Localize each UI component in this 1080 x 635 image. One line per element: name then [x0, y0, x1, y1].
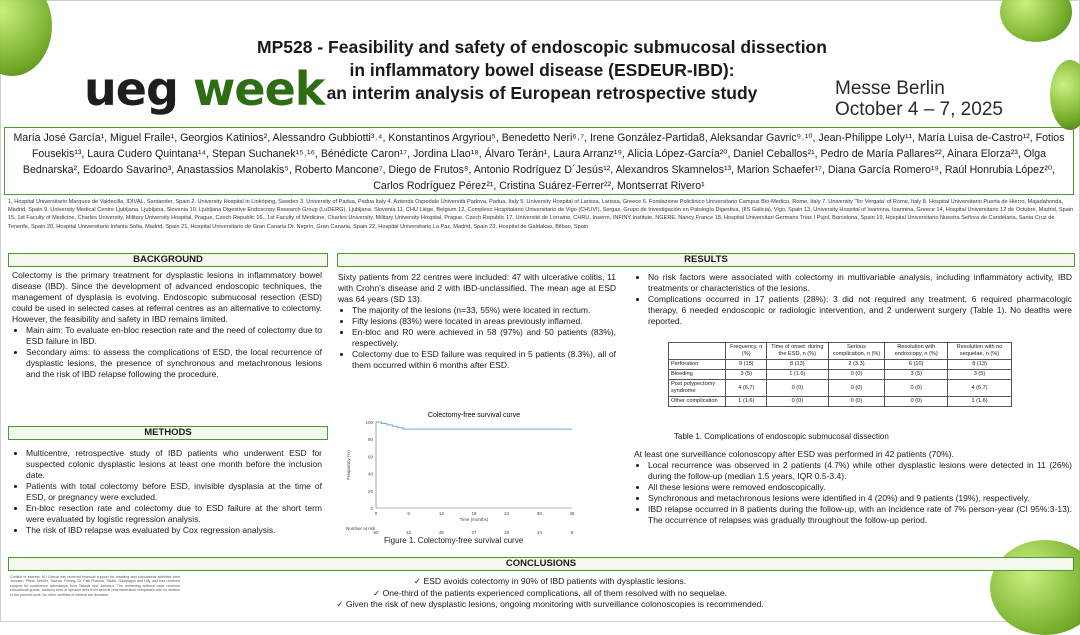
x-tick-label: 18 — [471, 511, 477, 516]
table-header-row — [669, 343, 1012, 360]
check-icon: ✓ — [413, 576, 424, 586]
author-list: María José García¹, Miguel Fraile¹, Georgios Katinios², Alessandro Gubbiotti³˒⁴, Konstantinos Argyriou⁵, Benedetto Neri⁶˒⁷, Irene González-Partida8, Aleksandar Gavric⁹˒¹⁰, Jean-Philippe Loly¹¹, María Luisa de-Castro¹², Fotios Fousekis¹³, Laura Cudero Quintana¹⁴, Stepan Suchanek¹⁵˒¹⁶, Bénédicte Caron¹⁷, Jordina Llao¹⁸, Álvaro Terán¹, Laura Arranz¹⁹, Alicia López-García²⁰, Daniel Ceballos²¹, Pedro de María Pallares²², Ainara Elorza²³, Olga Bednarska², Edoardo Savarino³, Anastassios Manolakis⁵, Roberto Mancone⁷, Diego de Frutos⁸, Antonio Rodríguez D´Jesús¹², Alexandros Skamnelos¹³, Marion Schaefer¹⁷, Diana García Romero¹⁹, Raúl Honrubia López²⁰, Carlos Rodríguez Pérez²¹, Cristina Suárez-Ferrer²², Montserrat Rivero¹ — [4, 127, 1074, 195]
results-header: RESULTS — [337, 253, 1075, 267]
table-cell: 8 (13) — [767, 360, 829, 370]
x-tick-label: 12 — [438, 511, 444, 516]
table-header: Resolution with endoscopy, n (%) — [885, 343, 948, 360]
check-icon: ✓ — [372, 587, 383, 598]
table-header: Resolution with no sequelae, n (%) — [948, 343, 1012, 360]
risk-value: 14 — [536, 530, 542, 535]
results-col2-bottom — [634, 449, 1072, 526]
poster-title — [232, 36, 852, 105]
methods-text — [12, 448, 322, 536]
x-tick-label: 30 — [536, 511, 542, 516]
table-cell: 0 (0) — [828, 370, 885, 380]
methods-item: • En-bloc resection rate and colectomy due to ESD failure at the short term were evaluated by logistic regression analysis. — [26, 503, 322, 525]
venue-dates: October 4 – 7, 2025 — [835, 99, 1003, 120]
results-item: • En-bloc and R0 were achieved in 58 (97%) and 50 patients (83%), respectively. — [352, 327, 616, 349]
table-row — [669, 360, 1012, 370]
survival-chart — [340, 408, 582, 536]
check-icon: ✓ — [336, 599, 346, 609]
table-header: Frequency, n (%) — [726, 343, 767, 360]
table-header — [669, 343, 726, 360]
table-cell: 0 (0) — [828, 397, 885, 407]
table-cell: 0 (0) — [828, 380, 885, 397]
risk-value: 35 — [438, 530, 444, 535]
table-caption: Table 1. Complications of endoscopic submucosal dissection — [674, 432, 889, 441]
x-tick-label: 0 — [374, 511, 378, 516]
logo-text-ueg: ueg — [84, 62, 178, 116]
results-col1 — [338, 272, 616, 371]
table-cell: Other complication — [669, 397, 726, 407]
risk-value: 5 — [570, 530, 574, 535]
results-item: • Complications occurred in 17 patients (28%): 3 did not required any treatment, 6 required pharmacologic therapy, 6 needed endoscopic or radiologic intervention, and 2 underwent surgery (Table 1). No deaths were reported. — [648, 294, 1072, 327]
table-cell: 3 (5) — [726, 370, 767, 380]
results-item: • Local recurrence was observed in 2 patients (4.7%) while other dysplastic lesions were detected in 11 (26%) during the follow-up (median 1.5 years, IQR 0.5-3.4). — [648, 460, 1072, 482]
results-item: • The majority of the lesions (n=33, 55%) were located in rectum. — [352, 305, 616, 316]
conclusions-list — [200, 576, 900, 611]
table-cell: 0 (0) — [885, 380, 948, 397]
results-col2-top — [634, 272, 1072, 327]
conclusion-item — [200, 576, 900, 588]
y-tick-label: 60 — [367, 454, 373, 460]
table-cell: 6 (10) — [885, 360, 948, 370]
table-cell: 1 (1.6) — [948, 397, 1012, 407]
y-tick-label: 20 — [367, 488, 373, 494]
table-cell: 1 (1.6) — [767, 370, 829, 380]
table-header: Time of onset: during the ESD, n (%) — [767, 343, 829, 360]
figure-caption: Figure 1. Colectomy-free survival curve — [384, 536, 524, 545]
chart-title: Colectomy-free survival curve — [427, 412, 521, 419]
methods-header: METHODS — [8, 426, 328, 440]
logo-text-week: week — [192, 62, 325, 116]
venue-info — [835, 78, 1003, 120]
results-item: • IBD relapse occurred in 8 patients during the follow-up, with an incidence rate of 7% person-year (CI 95%:3-13). The occurrence of relapses was gradually throughout the follow-up period. — [648, 504, 1072, 526]
conclusion-item — [200, 599, 900, 611]
table-row — [669, 380, 1012, 397]
abstract-id: MP528 — [257, 37, 313, 57]
background-item: • Main aim: To evaluate en-bloc resection rate and the need of colectomy due to ESD failure in IBD. — [26, 325, 322, 347]
background-intro: Colectomy is the primary treatment for dysplastic lesions in inflammatory bowel disease (IBD). Since the development of advanced endoscopic techniques, the management of dysplasia is evolving. Endoscopic submucosal resection (ESD) could be used in selected cases at referral centres as an alternative to colectomy. However, the feasibility and safety in IBD remains limited. — [12, 270, 322, 324]
risk-table-label: Number at risk — [346, 526, 376, 531]
results-intro: Sixty patients from 22 centres were included: 47 with ulcerative colitis, 11 with Crohn's disease and 2 with IBD-unclassified. The mean age at ESD was 64 years (SD 13). — [338, 272, 616, 304]
title-line-3: an interim analysis of European retrospective study — [326, 83, 758, 103]
table-cell: 3 (5) — [885, 370, 948, 380]
conclusion-item — [200, 588, 900, 600]
risk-value: 42 — [406, 530, 412, 535]
x-tick-label: 24 — [504, 511, 510, 516]
title-line-1: - Feasibility and safety of endoscopic submucosal dissection — [312, 37, 827, 57]
risk-value: 27 — [471, 530, 477, 535]
results-item: • Colectomy due to ESD failure was required in 5 patients (8.3%), all of them occurred within 6 months after ESD. — [352, 349, 616, 371]
table-cell: 1 (1.6) — [726, 397, 767, 407]
x-axis-label: Time (months) — [459, 517, 489, 522]
table-cell: Perforation — [669, 360, 726, 370]
conclusion-text: ESD avoids colectomy in 90% of IBD patients with dysplastic lesions. — [423, 576, 687, 586]
x-tick-label: 36 — [569, 511, 575, 516]
risk-value: 60 — [373, 530, 379, 535]
table-cell: Post polypectomy syndrome — [669, 380, 726, 397]
y-tick-label: 80 — [367, 437, 373, 443]
table-cell: Bleeding — [669, 370, 726, 380]
results-item: • Fifty lesions (83%) were located in areas previously inflamed. — [352, 316, 616, 327]
background-text — [12, 270, 322, 380]
table-cell: 4 (6.7) — [726, 380, 767, 397]
x-tick-label: 6 — [407, 511, 410, 516]
risk-value: 18 — [504, 530, 510, 535]
results-item: • Synchronous and metachronous lesions were identified in 4 (20%) and 9 patients (19%), respectively. — [648, 493, 1072, 504]
table-cell: 0 (0) — [885, 397, 948, 407]
table-header: Serious complication, n (%) — [828, 343, 885, 360]
followup-intro: At least one surveillance colonoscopy after ESD was performed in 42 patients (70%). — [634, 449, 954, 459]
results-item: • No risk factors were associated with colectomy in multivariable analysis, including inflammatory activity, IBD treatments or characteristics of the lesions. — [648, 272, 1072, 294]
background-item: • Secondary aims: to assess the complications of ESD, the local recurrence of dysplastic lesions, the presence of synchronous and metachronous lesions and the risk of IBD relapse following the procedure. — [26, 347, 322, 380]
y-tick-label: 100 — [365, 420, 373, 425]
results-item: • All these lesions were removed endoscopically. — [648, 482, 1072, 493]
conclusion-text: One-third of the patients experienced complications, all of them resolved with no sequelae. — [382, 587, 727, 598]
survival-curve — [376, 422, 572, 429]
table-row — [669, 370, 1012, 380]
methods-item: • Multicentre, retrospective study of IBD patients who underwent ESD for suspected colonic dysplastic lesions at least one month before the inclusion date. — [26, 448, 322, 481]
conflict-of-interest: Conflict of interest: MJ García has received financial support for traveling and educational activities from Janssen, Pfizer, AbbVie, Takeda, Ferring, Dr. Falk Pharma, Tillotts, Galapagos and Lilly, and has received support for conference attendance from Takeda and Janssen. The remaining authors have received educational grants, advisory fees or speaker fees from several pharmaceutical companies with no relation to the present work. No other conflicts of interest are declared. — [10, 575, 180, 597]
y-axis-label: Frequency (%) — [346, 450, 351, 480]
background-header: BACKGROUND — [8, 253, 328, 267]
venue-location: Messe Berlin — [835, 78, 945, 99]
table-cell: 2 (3.3) — [828, 360, 885, 370]
conclusions-header: CONCLUSIONS — [8, 557, 1074, 571]
table-cell: 9 (15) — [726, 360, 767, 370]
table-cell: 4 (6.7) — [948, 380, 1012, 397]
table-cell: 0 (0) — [767, 380, 829, 397]
complications-table — [668, 342, 1012, 407]
title-line-2: in inflammatory bowel disease (ESDEUR-IBD): — [349, 60, 735, 80]
table-cell: 0 (0) — [767, 397, 829, 407]
methods-item: • Patients with total colectomy before ESD, invisible dysplasia at the time of ESD, or pregnancy were excluded. — [26, 481, 322, 503]
conclusion-text: Given the risk of new dysplastic lesions, ongoing monitoring with surveillance colonoscopies is recommended. — [345, 599, 764, 609]
table-cell: 3 (5) — [948, 370, 1012, 380]
table-cell: 8 (13) — [948, 360, 1012, 370]
methods-item: • The risk of IBD relapse was evaluated by Cox regression analysis. — [26, 525, 322, 536]
y-tick-label: 0 — [370, 506, 373, 511]
affiliations: 1, Hospital Universitario Marques de Valdecilla, IDIVAL, Santander, Spain 2. University Hospital in Linköping, Sweden 3. University of Padua, Padua Italy 4. Azienda Ospedale Università Padova, Padua, Italy 5. University Hospital of Larissa, Larissa, Greece 6. Fondazione Policlinico Universitario Campus Bio-Medico, Rome, Italy 7. University 'Tor Vergata' of Rome, Italy 8. Hospital Universitario Puerta de Hierro, Majadahonda, Madrid, Spain 9. University Medical Centre Ljubljana, Ljubljana, Slovenia 10. Ljubljana Digestive Endoscopy Research Group (LuDERG), Ljubljana, Slovenia 11, CHU Liège, Belgium 12, Complexo Hospitalario Universitario de Vigo (CHUVI), Sergas, Grupo de Investigación en Patología Digestiva, (IIS Galicia), Vigo, Spain 13, University Hospital of Ioannina, Ioannina, Greece 14, Hospital Universitario 12 de Octubre, Madrid, Spain 15, 1st Faculty of Medicine, Charles University, Military University Hospital, Prague, Czech Republic 16,, 1st Faculty of Medicine, Charles University, Military University Hospital, Prague, Czech Republic 17, Université de Lorraine, CHRU, Inserm, INFINY Institute, NGERE, Nancy France 18, Hospital Universitari Germans Trias I Pujol, Barcelona, Spain 19, Hospital Universitario Nuestra Señora de Candelaria, Santa Cruz de Tenerife, Spain 20, Hospital Universitario Infanta Sofia, Madrid, Spain 21, Hospital Universitario de Gran Canaria Dr. Negrín, Gran Canaria, Spain 22, Hospital Universitario La Paz, Madrid, Spain 23, Hospital de Galdakao, Bilbao, Spain — [8, 199, 1074, 230]
table-row — [669, 397, 1012, 407]
y-tick-label: 40 — [367, 471, 373, 477]
